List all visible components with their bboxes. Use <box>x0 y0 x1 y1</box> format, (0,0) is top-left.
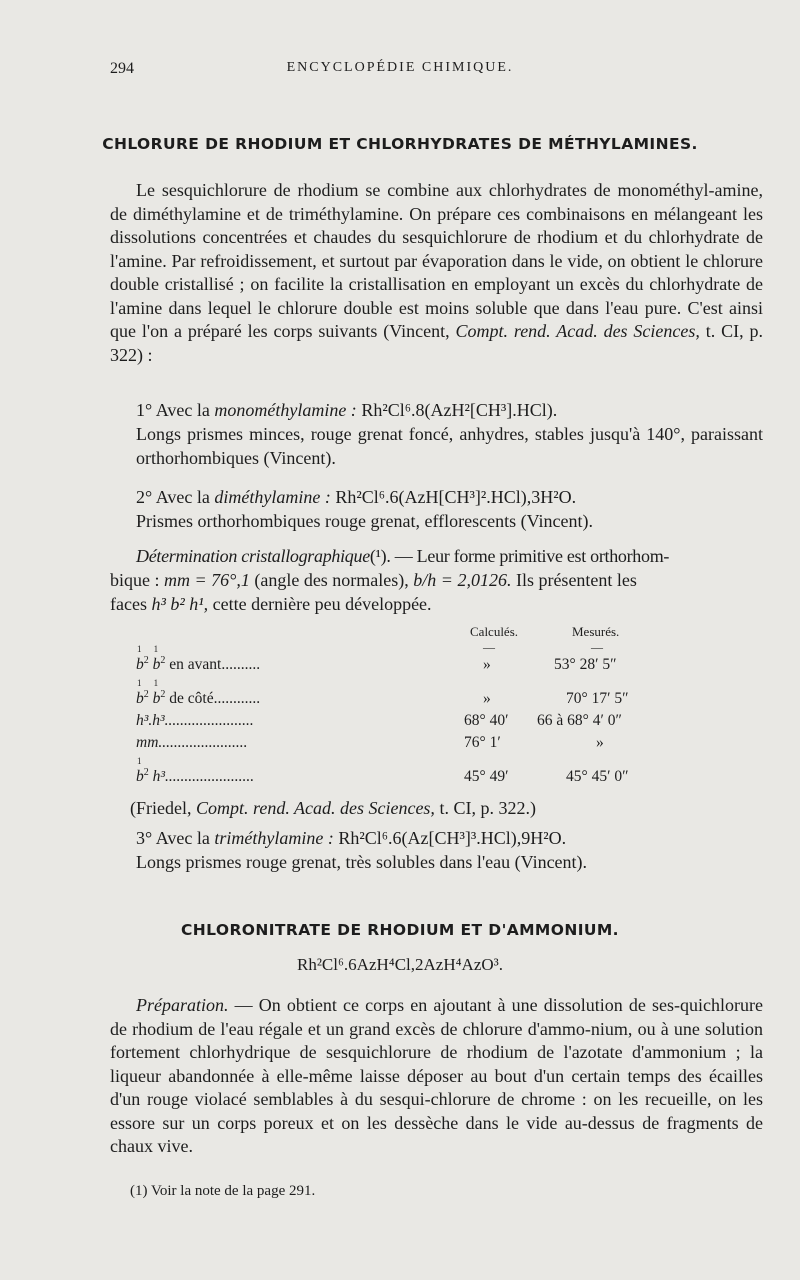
cryst-determination-line1: Détermination cristallographique(¹). — Leur forme primitive est orthorhom- <box>136 546 670 566</box>
table-cell-calc: » <box>483 690 491 707</box>
preparation-paragraph: Préparation. — On obtient ce corps en ajoutant à une dissolution de ses-quichlorure de rhodium de l'eau régale et un grand excès de chlorure d'ammo-nium, ou à une solution fortement chlorhydrique de sesquichlorure de rhodium de l'azotate d'ammonium ; la liqueur abandonnée à elle-même laisse déposer au bout d'un certain temps des écailles d'un rouge violacé semblables à du sesqui-chlorure de chrome : on les recueille, on les essore sur un corps poreux et on les dessèche dans le vide au-dessus de fragments de chaux vive. <box>110 995 764 1156</box>
table-cell-calc: 68° 40′ <box>464 712 509 729</box>
section-heading-chloronitrate: CHLORONITRATE DE RHODIUM ET D'AMMONIUM. <box>181 921 619 939</box>
table-cell-meas: 45° 45′ 0″ <box>566 768 629 785</box>
table-row-label: mm....................... <box>136 734 248 751</box>
item2-description: Prismes orthorhombiques rouge grenat, efflorescents (Vincent). <box>136 511 593 531</box>
footnote: (1) Voir la note de la page 291. <box>130 1183 316 1199</box>
table-cell-meas: 53° 28′ 5″ <box>554 656 617 673</box>
table-row-label: b 1 $^2$ b 1 $^2$ en avant.......... <box>136 644 261 673</box>
item1-description: Longs prismes minces, rouge grenat foncé, anhydres, stables jusqu'à 140°, paraissant orthorhombiques (Vincent). <box>136 424 763 468</box>
item2-heading: 2° Avec la diméthylamine : Rh²Cl⁶.6(AzH[CH³]².HCl),3H²O. <box>136 487 577 507</box>
cryst-determination-line3: faces h³ b² h¹, cette dernière peu développée. <box>110 594 432 614</box>
cryst-determination-line2: bique : mm = 76°,1 (angle des normales), b/h = 2,0126. Ils présentent les <box>110 570 637 590</box>
table-col-rule: — <box>591 640 603 654</box>
running-header <box>0 60 800 80</box>
intro-paragraph: Le sesquichlorure de rhodium se combine aux chlorhydrates de monométhyl-amine, de diméthylamine et de triméthylamine. On prépare ces combinaisons en mélangeant les dissolutions concentrées et chaudes du sesquichlorure de rhodium et du chlorhydrate de l'amine. Par refroidissement, et surtout par évaporation dans le vide, on obtient le chlorure double cristallisé ; on facilite la cristallisation en employant un excès du chlorhydrate de l'amine dans lequel le chlorure double est moins soluble que dans l'eau pure. C'est ainsi que l'on a préparé les corps suivants (Vincent, Compt. rend. Acad. des Sciences, t. CI, p. 322) : <box>110 180 764 365</box>
table-cell-calc: 76° 1′ <box>464 734 501 751</box>
table-col-rule: — <box>483 640 495 654</box>
table-row-label: b 1 $^2$ b 1 $^2$ de côté............ <box>136 678 261 707</box>
page-number: 294 <box>110 60 134 77</box>
table-cell-meas: 70° 17′ 5″ <box>566 690 629 707</box>
running-title: ENCYCLOPÉDIE CHIMIQUE. <box>286 60 514 75</box>
table-cell-meas: 66 à 68° 4′ 0″ <box>537 712 622 729</box>
item3-heading: 3° Avec la triméthylamine : Rh²Cl⁶.6(Az[CH³]³.HCl),9H²O. <box>136 828 567 848</box>
item1-heading: 1° Avec la monométhylamine : Rh²Cl⁶.8(AzH²[CH³].HCl). <box>136 400 558 420</box>
table-row-label: h³.h³....................... <box>136 712 254 729</box>
section-heading-chlorure: CHLORURE DE RHODIUM ET CHLORHYDRATES DE MÉTHYLAMINES. <box>102 135 698 153</box>
table-row-label: b 1 $^2$ h³....................... <box>136 756 255 785</box>
friedel-citation: (Friedel, Compt. rend. Acad. des Sciences, t. CI, p. 322.) <box>130 798 536 818</box>
table-cell-meas: » <box>596 734 604 751</box>
table-col-meas: Mesurés. <box>572 624 620 639</box>
chloronitrate-formula: Rh²Cl⁶.6AzH⁴Cl,2AzH⁴AzO³. <box>297 955 503 974</box>
table-col-calc: Calculés. <box>470 624 519 639</box>
table-cell-calc: » <box>483 656 491 673</box>
item3-description: Longs prismes rouge grenat, très solubles dans l'eau (Vincent). <box>136 852 588 872</box>
table-cell-calc: 45° 49′ <box>464 768 509 785</box>
